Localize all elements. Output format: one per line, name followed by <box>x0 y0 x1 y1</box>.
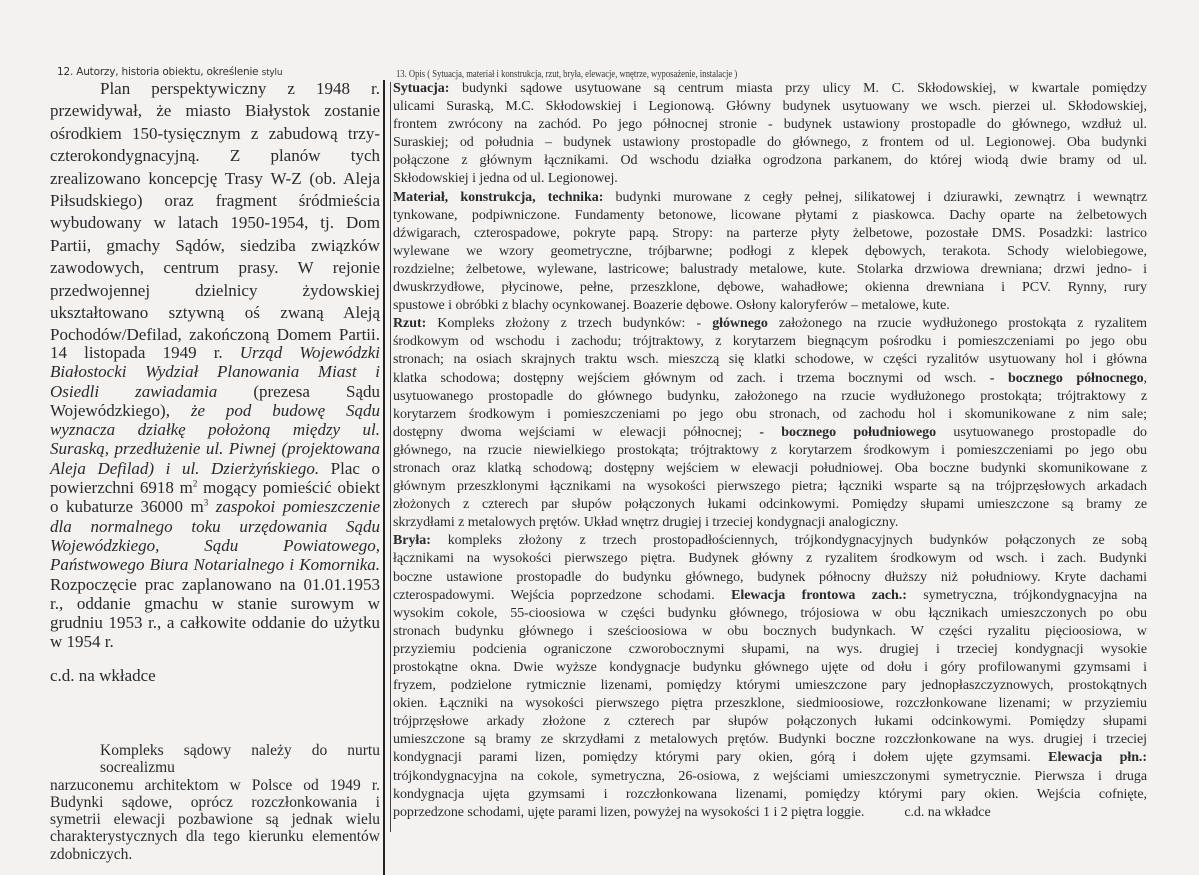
text-line <box>50 794 380 811</box>
text-line <box>393 460 1147 478</box>
text-line <box>393 605 1147 623</box>
text-segment: powierzchni 6918 m <box>50 478 193 498</box>
text-segment: dla normalnego toku urzędowania Sądu <box>50 516 380 536</box>
text-segment: (prezesa Sądu <box>217 381 380 401</box>
text-line <box>50 459 380 478</box>
text-segment: Plac o <box>319 458 380 478</box>
text-segment: Skłodowskiej i jedna od ul. Legionowej. <box>393 171 618 187</box>
text-segment: tynkowane, podpiwniczone. Fundamenty betonowe, licowane płytami z piaskowca. Dachy oparte na żelbetowych <box>393 207 1147 223</box>
text-segment <box>208 497 216 516</box>
text-line <box>393 804 1147 822</box>
text-line <box>50 777 380 794</box>
text-segment: okien. Łączniki na wysokości pierwszego piętra przeszklone, siedmioosiowe, rozczłonkowane lizenami; w przyziemiu <box>393 696 1147 712</box>
text-segment: ośrodkiem 150-tysięcznym z zabudową trzy- <box>50 123 380 143</box>
text-segment: budynki murowane z cegły pełnej, silikatowej i dziurawki, zewnątrz i wewnątrz <box>603 189 1147 205</box>
text-segment: budynki sądowe usytuowane są centrum miasta przy ulicy M. C. Skłodowskiej, w kwartale pomiędzy <box>449 81 1147 96</box>
text-line <box>393 370 1147 388</box>
text-segment: Aleja Defilad) i ul. Dzierżyńskiego. <box>50 458 320 478</box>
text-line <box>50 401 380 420</box>
description-text <box>393 80 1147 822</box>
text-segment: Suraskiej; od południa – budynek ustawiony prostopadle do głównego, z frontem od ul. Legionowej. Oba budynki <box>393 135 1147 151</box>
text-segment: c.d. na wkładce <box>50 666 156 685</box>
text-segment: Kompleks złożony z trzech budynków: - <box>426 316 713 332</box>
text-line <box>393 189 1147 207</box>
text-line <box>393 768 1147 786</box>
text-segment: zawodowych, centrum prasy. W rejonie <box>50 258 380 278</box>
text-line <box>393 170 1147 188</box>
text-line <box>50 280 380 302</box>
text-segment: trójprzęsłowe arkady złożone z czterech par słupów połączonych łukami odcinkowymi. Pomiędzy słupami <box>393 714 1147 730</box>
text-segment: umieszczone są bramy ze skrzydłami z metalowych prętów. Budynki boczne rozczłonkowane na wys. drugiej i trzeciej <box>393 732 1147 748</box>
text-line <box>50 302 380 324</box>
text-line <box>393 351 1147 369</box>
text-segment: że pod budowę Sądu <box>190 400 380 420</box>
text-line <box>393 587 1147 605</box>
column-border <box>390 82 391 832</box>
text-segment: wysokim cokole, 55-cioosiowa w części budynku głównego, trójosiowa w obu łącznikach umieszczonych po obu <box>393 605 1147 621</box>
text-line <box>50 666 380 686</box>
text-line <box>50 575 380 594</box>
text-segment: łącznikami na wysokości pierwszego piętra. Budynek główny z ryzalitem środkowym od wsch. i zach. Budynki <box>393 551 1147 567</box>
text-segment: Urząd Wojewódzki <box>239 343 380 362</box>
text-line <box>50 536 380 555</box>
text-line <box>393 424 1147 442</box>
heading-text: 12. Autorzy, historia obiektu, określenie <box>57 66 262 78</box>
text-segment: usytuowanego prostopadle do <box>936 424 1147 440</box>
text-line <box>393 532 1147 550</box>
continued-note <box>50 666 380 686</box>
section-label: Sytuacja: <box>393 81 450 96</box>
text-segment: zaspokoi pomieszczenie <box>215 497 380 517</box>
style-paragraph <box>50 742 380 863</box>
text-line <box>50 78 380 100</box>
text-segment: usytuowanego prostopadle do głównego budynku, założonego na rzucie wydłużonego prostokąta; trójtraktowy z <box>393 388 1147 404</box>
text-segment: kondygnacja ujęta gzymsami i rozczłonkowana lizenami, pomiędzy którymi pary okien. Wejścia cofnięte, <box>393 786 1147 802</box>
text-segment: stronach budynku głównego i sześcioosiowa w obu bocznych budynkach. W części ryzalitu pięcioosiowa, w <box>393 623 1147 639</box>
text-line <box>50 123 380 145</box>
text-segment: rozdzielne; żelbetowe, wylewane, lastricowe; balustrady metalowe, kute. Stolarka drzwiowa drewniana; drzwi jedno- i <box>393 261 1147 277</box>
text-segment: Rozpoczęcie prac zaplanowano na 01.01.1953 <box>50 574 380 594</box>
heading-text-small: stylu <box>261 68 283 78</box>
text-segment: dźwigarach, czterospadowe, pokryte papą. Stropy: na parterze płyty żelbetowe, pozostałe DMS. Posadzki: lastrico <box>393 225 1147 241</box>
text-line <box>50 100 380 122</box>
text-segment: poprzedzone schodami, ujęte parami lizen, powyżej na wysokości 1 i 2 piętra loggie. <box>393 804 865 820</box>
text-segment: przedwojennej dzielnicy żydowskiej <box>50 280 380 300</box>
text-line <box>393 80 1147 98</box>
text-line <box>50 439 380 458</box>
text-line <box>393 134 1147 152</box>
section-label: Elewacja płn.: <box>1048 750 1147 766</box>
text-segment: spustowe i obróbki z blachy ocynkowanej. Boazerie dębowe. Osłony kaloryferów – metalowe, kute. <box>393 298 950 314</box>
text-line <box>50 235 380 257</box>
section-label: Elewacja frontowa zach.: <box>731 587 907 603</box>
text-line <box>50 478 380 497</box>
text-segment: zdobniczych. <box>50 845 133 863</box>
text-segment: środkowym od wschodu i zachodu; trójtraktowy, z korytarzem biegnącym pośrodku i pomieszczeniami po jego obu <box>393 334 1147 350</box>
text-segment: Piłsudskiego) oraz fragment śródmieścia <box>50 191 380 211</box>
text-line <box>50 613 380 632</box>
section-label: Materiał, konstrukcja, technika: <box>393 189 604 205</box>
text-segment: wyznacza działkę położoną między ul. <box>50 420 380 440</box>
text-line <box>393 315 1147 333</box>
text-segment: założonego na rzucie wydłużonego prostokąta z ryzalitem <box>767 316 1147 332</box>
text-segment: Państwowego Biura Notarialnego i Komornika. <box>50 555 380 575</box>
text-segment: przyziemiu podcienia ograniczone czworobocznymi słupami, na wys. drugiej i trzeciej kondygnacji wysokie <box>393 641 1147 657</box>
section-label: - bocznego południowego <box>759 424 937 440</box>
text-line <box>50 632 380 651</box>
text-line <box>50 594 380 613</box>
text-line <box>393 623 1147 641</box>
text-line <box>393 659 1147 677</box>
text-segment: grudniu 1953 r., a całkowite oddanie do użytku <box>50 613 380 633</box>
column-divider <box>383 80 385 875</box>
text-segment: narzuconemu architektom w Polsce od 1949 r. <box>50 776 380 794</box>
text-segment: mogący pomieścić obiekt <box>197 478 380 498</box>
text-line <box>50 382 380 401</box>
text-line <box>50 190 380 212</box>
text-line <box>393 713 1147 731</box>
section-12-heading <box>57 66 282 78</box>
text-segment: dwuskrzydłowe, płycinowe, pełne, przeszklone, dębowe, wahadłowe; okienna drewniana i PCV. Rynny, rury <box>393 280 1147 296</box>
text-segment: Suraską, przedłużenie ul. Piwnej (projektowana <box>50 439 380 459</box>
text-line <box>393 749 1147 767</box>
text-segment: Osiedli zawiadamia <box>50 381 218 401</box>
text-segment: Wojewódzkiego, Sądu Powiatowego, <box>50 535 380 555</box>
text-segment: prostokątne okna. Dwie wyższe kondygnacje budynku głównego ujęte od dołu i góry profilowanymi gzymsami i <box>393 660 1147 675</box>
text-line <box>393 569 1147 587</box>
text-segment: wylewane we wzory geometryczne, trójbarwne; podłogi z klepek dębowych, terakota. Schody wielobiegowe, <box>393 243 1147 259</box>
text-segment: kompleks złożony z trzech prostopadłościennych, trójkondygnacyjnych budynków połączonych ze sobą <box>430 533 1147 549</box>
text-segment: trójkondygnacyjna na cokole, symetryczna, 26-osiowa, z wejściami umieszczonymi symetrycznie. Pierwsza i druga <box>393 768 1147 784</box>
text-segment: fryzem, podzielone rytmicznie lizenami, pomiędzy którymi umieszczone pary jednopłaszczyznowych, prostokątnych <box>393 678 1147 694</box>
text-segment: wybudowany w latach 1950-1954, tj. Dom <box>50 213 380 233</box>
text-line <box>50 343 380 362</box>
text-line <box>50 420 380 439</box>
text-line <box>50 846 380 863</box>
text-segment: Partii, gmachy Sądów, siedziba związków <box>50 235 380 255</box>
text-segment: kondygnacji parami lizen, pomiędzy którymi pary okien, górą i dołem ujęte gzymsami. <box>393 750 1049 766</box>
text-segment: Białostocki Wydział Planowania Miast i <box>50 362 380 382</box>
text-segment: frontem zwrócony na zachód. Po jego północnej stronie - budynek ustawiony prostopadle do głównego, wzdłuż ul. <box>393 117 1147 133</box>
text-line <box>393 496 1147 514</box>
text-line <box>393 478 1147 496</box>
text-segment: w 1954 r. <box>50 632 114 652</box>
text-segment: czterospadowymi. Wejścia poprzedzone schodami. <box>393 587 732 603</box>
text-line <box>50 742 380 777</box>
text-segment: 3 <box>203 497 209 508</box>
text-line <box>50 257 380 279</box>
text-line <box>50 168 380 190</box>
text-segment: złożonych z czterech par słupów połączonych łukami odcinkowymi. Pomiędzy słupami umieszczone są bramy ze <box>393 497 1147 513</box>
text-line <box>50 811 380 828</box>
text-line <box>393 225 1147 243</box>
text-line <box>393 207 1147 225</box>
text-segment: ulicami Suraską, M.C. Skłodowskiej i Legionową. Główny budynek usytuowany we wsch. pierzei ul. Skłodowskiej, <box>393 99 1147 115</box>
text-segment: r., oddanie gmachu w stanie surowym w <box>50 593 380 613</box>
text-line <box>50 555 380 574</box>
text-line <box>393 514 1147 532</box>
text-line <box>393 116 1147 134</box>
continued-note: c.d. na wkładce <box>904 804 991 820</box>
text-segment: stronach oraz klatką schodową; dostępny wejściem w elewacji południowej. Oba boczne budynki skomunikowane z <box>393 460 1147 476</box>
text-segment: ukształtowano sztywną oś zwaną Aleją <box>50 303 380 323</box>
text-line <box>393 388 1147 406</box>
section-label: - bocznego północnego <box>989 370 1144 386</box>
text-segment: dostępny dwoma wejściami w elewacji północnej; <box>393 424 760 440</box>
text-segment: zrealizowano koncepcję Trasy W-Z (ob. Aleja <box>50 168 380 188</box>
text-line <box>50 362 380 381</box>
text-line <box>50 517 380 536</box>
history-paragraph <box>50 78 380 347</box>
text-line <box>50 497 380 516</box>
text-line <box>50 212 380 234</box>
text-segment: 2 <box>192 478 198 489</box>
text-segment: charakterystycznych dla tego kierunku elementów <box>50 828 380 846</box>
text-segment: boczne ustawione prostopadle do budynku głównego, budynek północny dłuższy niż południowy. Kryte dachami <box>393 569 1147 585</box>
text-line <box>393 243 1147 261</box>
text-line <box>393 731 1147 749</box>
text-line <box>393 406 1147 424</box>
text-line <box>393 152 1147 170</box>
text-segment: 14 listopada 1949 r. <box>50 343 240 362</box>
section-label: Bryła: <box>393 533 431 549</box>
text-line <box>393 641 1147 659</box>
text-segment: głównego, na rzucie niewielkiego prostokąta; trójtraktowy z korytarzem środkowym i pomieszczeniami po jego obu <box>393 442 1147 458</box>
text-line <box>393 550 1147 568</box>
text-line <box>393 677 1147 695</box>
section-13-heading: 13. Opis ( Sytuacja, materiał i konstrukcja, rzut, bryła, elewacje, wnętrze, wyposażenie, instalacje ) <box>396 69 738 80</box>
text-segment: przewidywał, że miasto Białystok zostanie <box>50 101 380 121</box>
text-segment: Pochodów/Defilad, zakończoną Domem Partii. <box>50 325 380 345</box>
text-line <box>393 297 1147 315</box>
text-segment: korytarzem środkowym i pomieszczeniami po jego obu stronach, od zachodu hol i skomunikowane z nim sale; <box>393 406 1147 422</box>
text-segment: głównym przeszklonymi łącznikami na wysokości pierwszego pietra; łączniki wsparte są na trójprzęsłowych arkadach <box>393 479 1147 495</box>
history-paragraph-continued <box>50 343 380 652</box>
text-segment: połączone z głównym łącznikami. Od wschodu działka ogrodzona parkanem, do której wiodą dwie bramy od ul. <box>393 153 1147 169</box>
text-segment: symetrii elewacji pozbawione są jednak wielu <box>50 811 380 829</box>
text-line <box>393 333 1147 351</box>
section-label: głównego <box>712 316 768 332</box>
text-segment: Kompleks sądowy należy do nurtu socrealizmu <box>100 742 380 777</box>
text-segment: symetryczna, trójkondygnacyjna na <box>906 587 1147 603</box>
text-segment: stronach; na osiach skrajnych traktu wsch. mieszczą się klatki schodowe, w części ryzalitów usytuowany hol i główna <box>393 352 1147 368</box>
section-label: Rzut: <box>393 316 427 332</box>
text-line <box>393 786 1147 804</box>
text-line <box>50 828 380 845</box>
text-segment: klatka schodowa; dostępny wejściem głównym od zach. i trzema bocznymi od wsch. <box>393 370 990 386</box>
text-segment: , <box>1143 370 1147 386</box>
text-line <box>393 695 1147 713</box>
text-segment: Budynki sądowe, oprócz rozczłonkowania i <box>50 793 380 811</box>
text-segment: skrzydłami z metalowych prętów. Układ wnętrz drugiej i trzeciej kondygnacji analogiczny. <box>393 515 899 531</box>
text-line <box>393 279 1147 297</box>
text-line <box>393 98 1147 116</box>
text-line <box>393 261 1147 279</box>
text-line <box>393 442 1147 460</box>
text-segment: Wojewódzkiego), <box>50 400 191 420</box>
text-segment: o kubaturze 36000 m <box>50 497 204 517</box>
text-segment: Plan perspektywiczny z 1948 r. <box>100 79 380 98</box>
text-segment: czterokondygnacyjną. Z planów tych <box>50 146 380 166</box>
text-line <box>50 145 380 167</box>
